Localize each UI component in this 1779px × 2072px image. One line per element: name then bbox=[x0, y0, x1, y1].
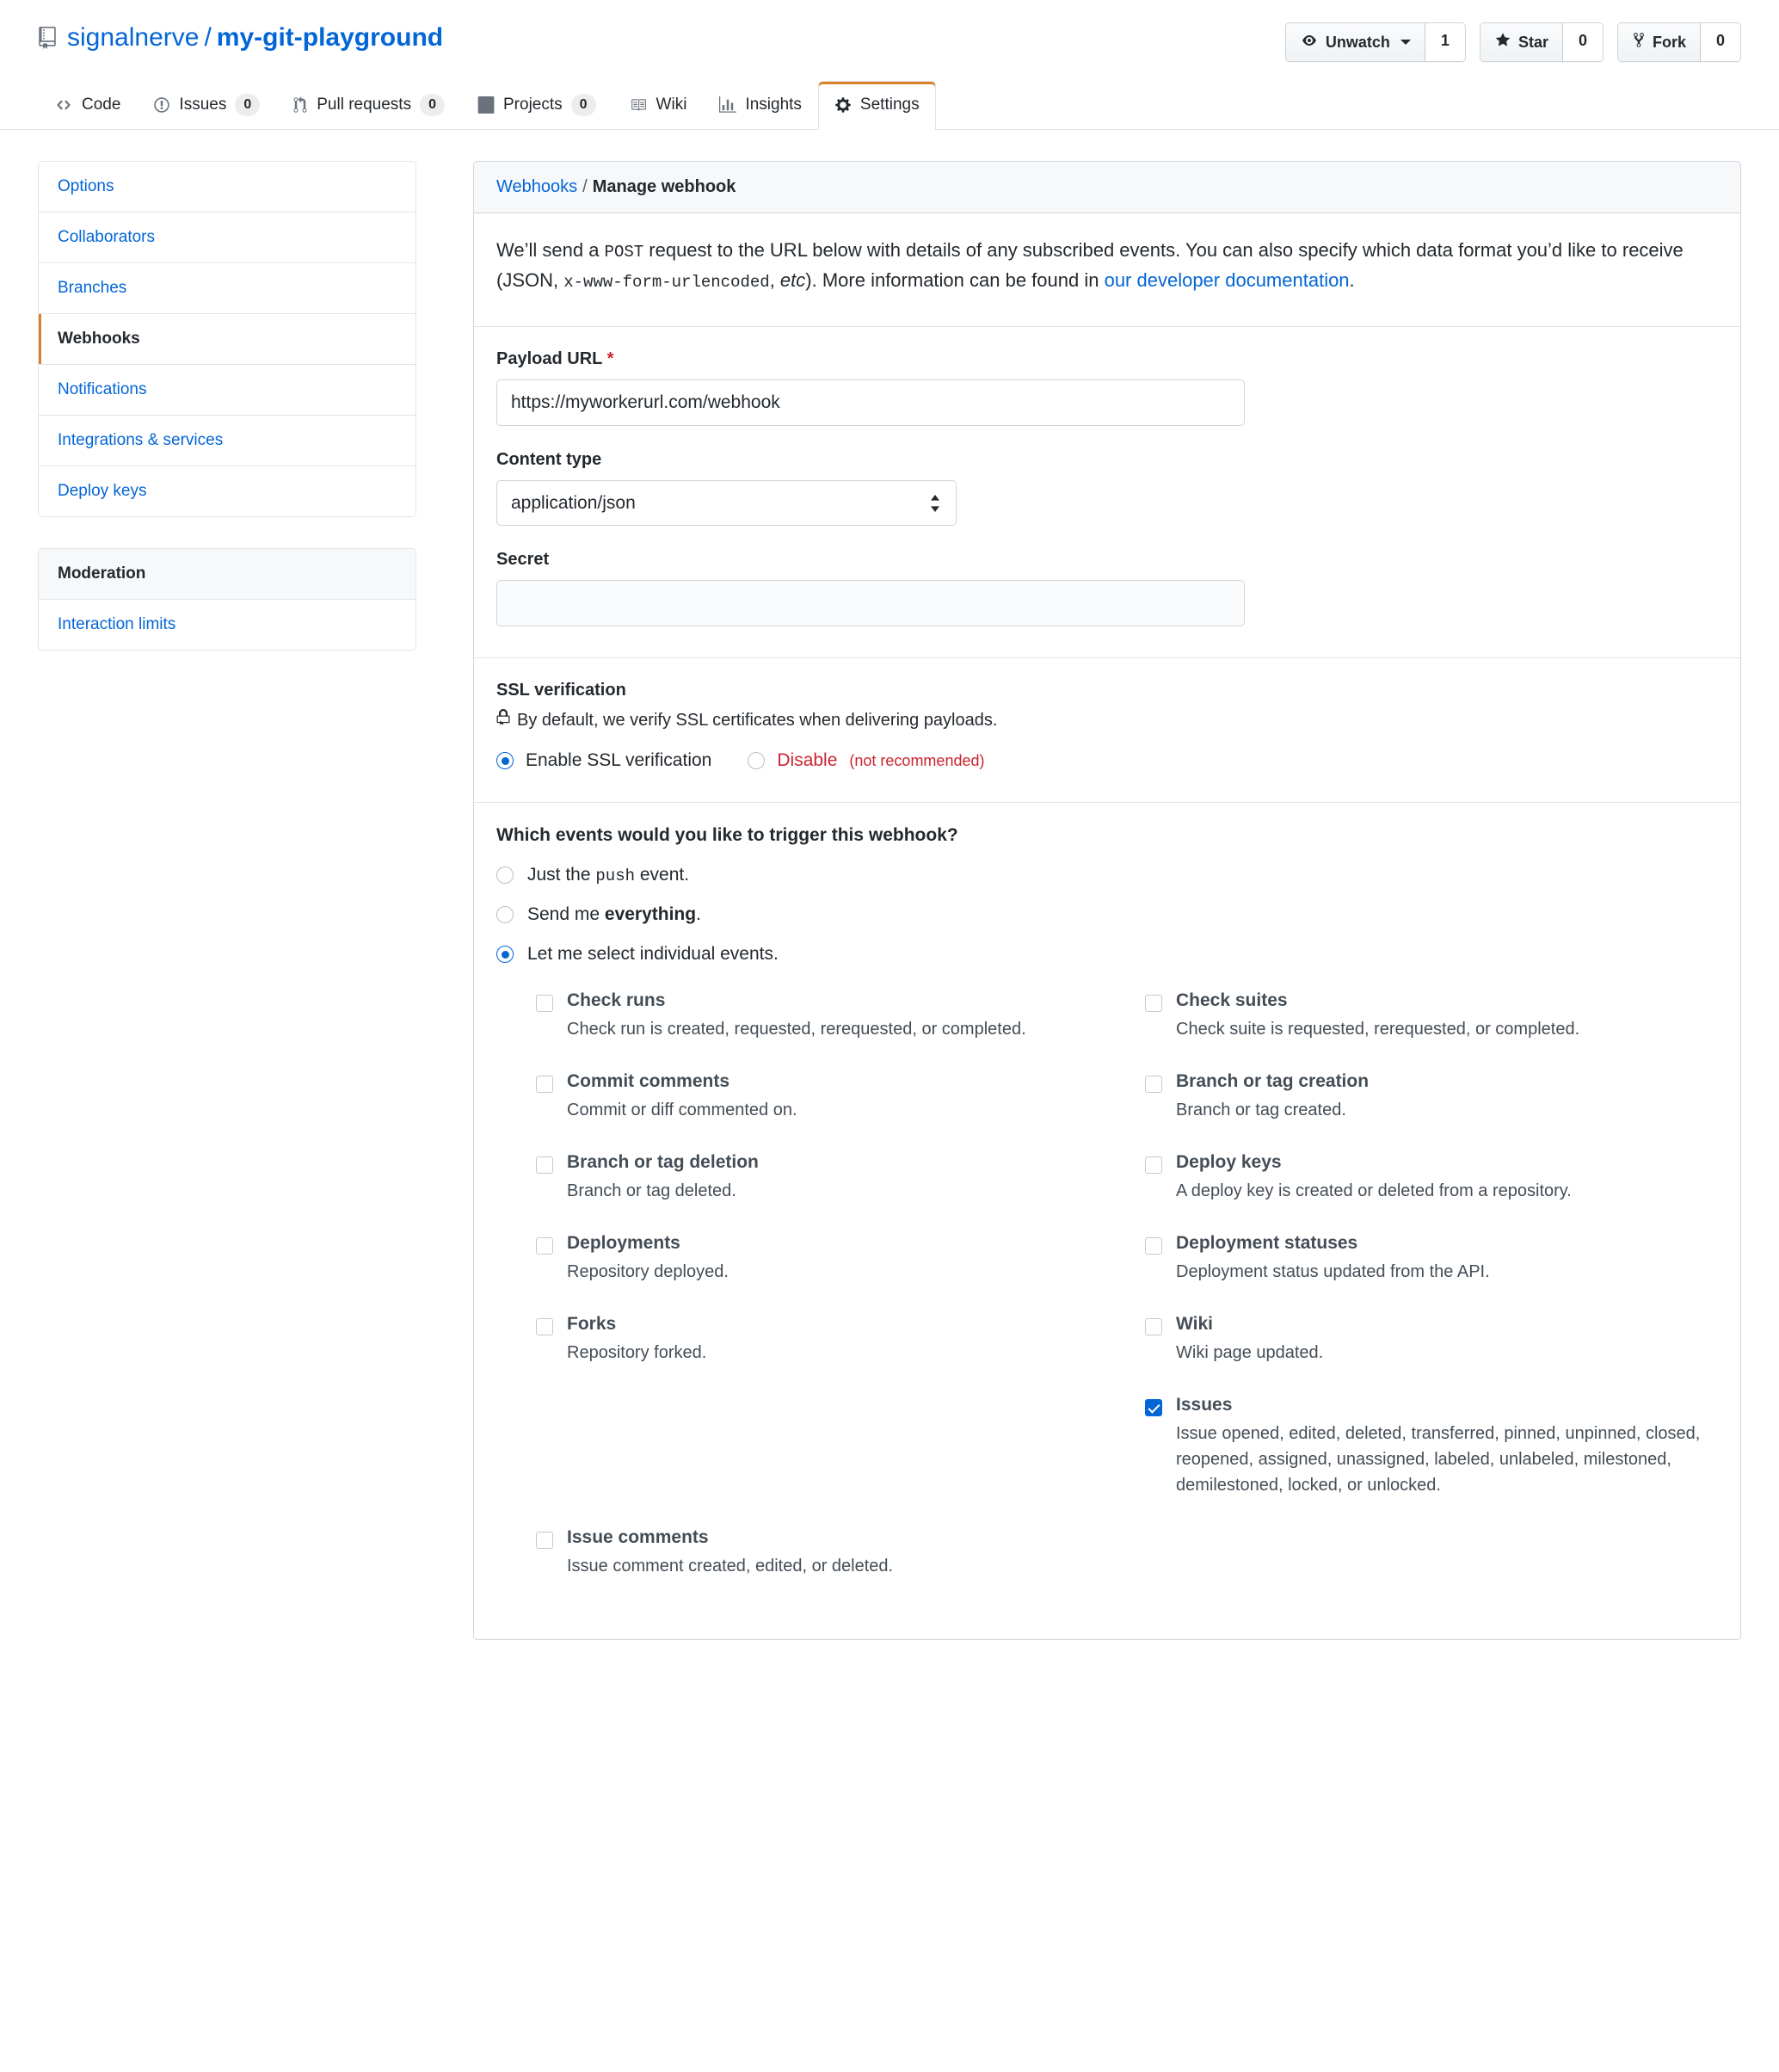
moderation-menu bbox=[38, 548, 416, 651]
intro-emphasis-etc: etc bbox=[779, 268, 806, 291]
sidebar-item-integrations-services[interactable]: Integrations & services bbox=[39, 416, 416, 466]
intro-part-3: , bbox=[769, 268, 780, 291]
issue-opened-icon bbox=[153, 96, 170, 114]
event-name-issue-comments: Issue comments bbox=[567, 1527, 709, 1548]
event-item-branch-or-tag-deletion[interactable] bbox=[536, 1152, 1109, 1204]
event-item-commit-comments[interactable] bbox=[536, 1071, 1109, 1123]
event-choice-everything-pre: Send me bbox=[527, 904, 605, 925]
unwatch-label: Unwatch bbox=[1325, 33, 1390, 51]
event-checkbox-issue-comments[interactable] bbox=[536, 1532, 553, 1549]
repository-title-row bbox=[38, 22, 1741, 62]
ssl-enable-label: Enable SSL verification bbox=[526, 750, 712, 771]
event-text-deployment-statuses bbox=[1176, 1233, 1490, 1285]
event-choice-push-label bbox=[527, 865, 689, 885]
settings-sidebar bbox=[38, 161, 416, 1640]
code-icon bbox=[54, 97, 73, 113]
tab-settings-label: Settings bbox=[859, 96, 920, 114]
breadcrumb-separator: / bbox=[582, 177, 588, 197]
content-type-select[interactable] bbox=[496, 480, 957, 526]
event-text-commit-comments bbox=[567, 1071, 797, 1123]
event-name-forks: Forks bbox=[567, 1314, 617, 1335]
repository-header bbox=[0, 0, 1779, 130]
webhook-intro-row bbox=[474, 213, 1740, 327]
sidebar-item-deploy-keys[interactable]: Deploy keys bbox=[39, 466, 416, 516]
sidebar-item-webhooks[interactable]: Webhooks bbox=[39, 314, 416, 365]
event-checkbox-check-runs[interactable] bbox=[536, 995, 553, 1012]
event-choice-individual-radio[interactable] bbox=[496, 946, 514, 963]
content-type-label: Content type bbox=[496, 450, 602, 470]
secret-label: Secret bbox=[496, 550, 550, 570]
event-text-wiki bbox=[1176, 1314, 1323, 1366]
event-name-issues: Issues bbox=[1176, 1395, 1233, 1415]
secret-input[interactable] bbox=[496, 580, 1245, 626]
lock-icon bbox=[496, 709, 510, 731]
event-checkbox-deploy-keys[interactable] bbox=[1145, 1156, 1162, 1174]
sidebar-item-branches[interactable]: Branches bbox=[39, 263, 416, 314]
webhook-intro-text bbox=[496, 236, 1718, 295]
fork-label: Fork bbox=[1652, 33, 1686, 51]
intro-code-post: POST bbox=[604, 243, 644, 262]
event-checkbox-branch-or-tag-deletion[interactable] bbox=[536, 1156, 553, 1174]
breadcrumb-webhooks-link[interactable]: Webhooks bbox=[496, 177, 578, 197]
developer-documentation-link[interactable]: our developer documentation bbox=[1104, 268, 1350, 291]
event-checkbox-branch-or-tag-creation[interactable] bbox=[1145, 1076, 1162, 1093]
event-text-deploy-keys bbox=[1176, 1152, 1572, 1204]
star-count: 0 bbox=[1563, 23, 1603, 61]
tab-insights-label: Insights bbox=[745, 96, 802, 114]
repo-icon bbox=[38, 27, 57, 49]
event-choice-push[interactable] bbox=[496, 865, 1718, 885]
event-desc-branch-or-tag-deletion: Branch or tag deleted. bbox=[567, 1181, 736, 1201]
event-checkbox-forks[interactable] bbox=[536, 1318, 553, 1335]
event-choice-push-pre: Just the bbox=[527, 865, 596, 885]
event-choice-everything-post: . bbox=[696, 904, 701, 925]
ssl-disable-radio[interactable] bbox=[748, 752, 765, 769]
payload-url-required-marker: * bbox=[606, 349, 614, 369]
events-row bbox=[474, 803, 1740, 1639]
event-item-deploy-keys[interactable] bbox=[1145, 1152, 1718, 1204]
content-type-select-wrapper bbox=[496, 480, 957, 526]
repo-owner-link[interactable]: signalnerve bbox=[67, 23, 200, 52]
secret-field-block bbox=[496, 550, 1718, 626]
settings-menu bbox=[38, 161, 416, 517]
event-choice-everything[interactable] bbox=[496, 904, 1718, 925]
payload-url-label-text: Payload URL bbox=[496, 349, 602, 369]
tab-pull-requests[interactable] bbox=[276, 81, 461, 130]
event-checkbox-check-suites[interactable] bbox=[1145, 995, 1162, 1012]
event-item-wiki[interactable] bbox=[1145, 1314, 1718, 1366]
ssl-enable-option[interactable] bbox=[496, 750, 711, 771]
intro-part-2: request to the URL below with details of any subscribed events. You can also specify which data format you’d like to receive (JSON, bbox=[496, 239, 1684, 291]
tab-pull-requests-label: Pull requests bbox=[317, 96, 412, 114]
event-name-commit-comments: Commit comments bbox=[567, 1071, 730, 1092]
event-name-wiki: Wiki bbox=[1176, 1314, 1213, 1335]
event-checkbox-commit-comments[interactable] bbox=[536, 1076, 553, 1093]
event-name-check-suites: Check suites bbox=[1176, 990, 1288, 1011]
event-desc-check-suites: Check suite is requested, rerequested, or completed. bbox=[1176, 1020, 1580, 1039]
ssl-verification-note-text: By default, we verify SSL certificates when delivering payloads. bbox=[517, 710, 998, 730]
event-text-check-runs bbox=[567, 990, 1026, 1042]
individual-events-grid bbox=[536, 990, 1718, 1608]
tab-issues[interactable] bbox=[137, 81, 276, 130]
ssl-disable-option[interactable] bbox=[748, 750, 984, 771]
sidebar-item-notifications[interactable]: Notifications bbox=[39, 365, 416, 416]
event-choice-push-code: push bbox=[595, 866, 635, 886]
event-item-check-runs[interactable] bbox=[536, 990, 1109, 1042]
tab-wiki[interactable] bbox=[612, 81, 704, 130]
event-desc-check-runs: Check run is created, requested, rerequested, or completed. bbox=[567, 1020, 1026, 1039]
project-icon bbox=[477, 96, 495, 114]
event-desc-deployment-statuses: Deployment status updated from the API. bbox=[1176, 1262, 1490, 1282]
event-text-branch-or-tag-creation bbox=[1176, 1071, 1369, 1123]
event-desc-forks: Repository forked. bbox=[567, 1343, 707, 1363]
manage-webhook-box bbox=[473, 161, 1741, 1640]
event-choice-push-post: event. bbox=[635, 865, 690, 885]
webhook-settings-content bbox=[473, 161, 1741, 1640]
ssl-verification-note bbox=[496, 709, 1718, 731]
intro-code-urlencoded: x-www-form-urlencoded bbox=[563, 272, 770, 292]
event-name-deploy-keys: Deploy keys bbox=[1176, 1152, 1282, 1173]
content-type-field-block bbox=[496, 450, 1718, 526]
event-item-deployment-statuses[interactable] bbox=[1145, 1233, 1718, 1285]
sidebar-item-options[interactable]: Options bbox=[39, 162, 416, 213]
webhook-fields-row bbox=[474, 327, 1740, 658]
repository-actions bbox=[1285, 22, 1741, 62]
moderation-heading: Moderation bbox=[39, 549, 416, 600]
event-name-deployment-statuses: Deployment statuses bbox=[1176, 1233, 1358, 1254]
event-desc-commit-comments: Commit or diff commented on. bbox=[567, 1101, 797, 1120]
unwatch-button[interactable] bbox=[1286, 23, 1425, 61]
event-desc-issue-comments: Issue comment created, edited, or deleted. bbox=[567, 1557, 894, 1576]
book-icon bbox=[629, 97, 648, 113]
chevron-down-icon bbox=[1400, 40, 1411, 45]
settings-page bbox=[0, 130, 1779, 1640]
fork-count: 0 bbox=[1701, 23, 1740, 61]
event-text-branch-or-tag-deletion bbox=[567, 1152, 759, 1204]
sidebar-item-interaction-limits[interactable]: Interaction limits bbox=[39, 600, 416, 650]
ssl-verification-options bbox=[496, 750, 1718, 771]
event-choice-everything-strong: everything bbox=[604, 904, 697, 925]
ssl-enable-radio[interactable] bbox=[496, 752, 514, 769]
payload-url-input[interactable] bbox=[496, 379, 1245, 426]
event-checkbox-issues[interactable] bbox=[1145, 1399, 1162, 1416]
gear-icon bbox=[834, 96, 852, 114]
events-question: Which events would you like to trigger this webhook? bbox=[496, 825, 958, 846]
intro-part-4: ). More information can be found in bbox=[805, 268, 1105, 291]
graph-icon bbox=[719, 96, 736, 114]
event-desc-issues: Issue opened, edited, deleted, transferred, pinned, unpinned, closed, reopened, assigned, unassigned, labeled, unlabeled, milestoned, demilestoned, locked, or unlocked. bbox=[1176, 1424, 1701, 1495]
tab-wiki-label: Wiki bbox=[656, 96, 687, 114]
watch-button-group[interactable] bbox=[1285, 22, 1466, 62]
event-name-deployments: Deployments bbox=[567, 1233, 680, 1254]
event-name-branch-or-tag-deletion: Branch or tag deletion bbox=[567, 1152, 759, 1173]
event-text-issues bbox=[1176, 1395, 1718, 1498]
event-text-issue-comments bbox=[567, 1527, 893, 1579]
event-choice-individual[interactable] bbox=[496, 944, 1718, 965]
event-text-forks bbox=[567, 1314, 706, 1366]
star-icon bbox=[1494, 32, 1511, 52]
watch-count: 1 bbox=[1425, 23, 1465, 61]
event-item-forks[interactable] bbox=[536, 1314, 1109, 1366]
page-title bbox=[38, 22, 443, 53]
payload-url-label bbox=[496, 349, 1718, 369]
tab-projects[interactable] bbox=[461, 81, 612, 130]
sidebar-item-collaborators[interactable]: Collaborators bbox=[39, 213, 416, 263]
event-item-issue-comments[interactable] bbox=[536, 1527, 1109, 1579]
tab-issues-count: 0 bbox=[235, 94, 260, 116]
event-text-check-suites bbox=[1176, 990, 1579, 1042]
fork-button-group[interactable] bbox=[1617, 22, 1741, 62]
events-grid-spacer bbox=[536, 1395, 1109, 1498]
breadcrumb bbox=[474, 162, 1740, 213]
tab-settings[interactable] bbox=[818, 81, 936, 130]
event-checkbox-wiki[interactable] bbox=[1145, 1318, 1162, 1335]
repository-nav bbox=[38, 81, 1741, 130]
event-choice-everything-radio[interactable] bbox=[496, 906, 514, 923]
ssl-verification-row bbox=[474, 658, 1740, 803]
star-button[interactable] bbox=[1480, 23, 1563, 61]
git-pull-request-icon bbox=[292, 96, 308, 114]
event-text-deployments bbox=[567, 1233, 729, 1285]
event-choice-push-radio[interactable] bbox=[496, 866, 514, 884]
event-item-branch-or-tag-creation[interactable] bbox=[1145, 1071, 1718, 1123]
ssl-disable-label: Disable bbox=[777, 750, 838, 771]
event-item-deployments[interactable] bbox=[536, 1233, 1109, 1285]
intro-part-5: . bbox=[1349, 268, 1355, 291]
star-label: Star bbox=[1517, 33, 1548, 51]
fork-icon bbox=[1632, 32, 1646, 52]
tab-projects-label: Projects bbox=[503, 96, 563, 114]
event-item-issues[interactable] bbox=[1145, 1395, 1718, 1498]
event-checkbox-deployments[interactable] bbox=[536, 1237, 553, 1255]
ssl-disable-note: (not recommended) bbox=[849, 751, 985, 769]
event-choice-individual-label: Let me select individual events. bbox=[527, 944, 779, 965]
repo-name-link[interactable]: my-git-playground bbox=[216, 23, 444, 52]
intro-part-1: We’ll send a bbox=[496, 239, 605, 262]
tab-projects-count: 0 bbox=[571, 94, 596, 116]
event-desc-branch-or-tag-creation: Branch or tag created. bbox=[1176, 1101, 1346, 1120]
payload-url-field-block bbox=[496, 349, 1718, 426]
repo-title-separator: / bbox=[204, 23, 212, 52]
tab-issues-label: Issues bbox=[179, 96, 227, 114]
event-desc-deployments: Repository deployed. bbox=[567, 1262, 729, 1282]
eye-icon bbox=[1300, 34, 1319, 52]
event-checkbox-deployment-statuses[interactable] bbox=[1145, 1237, 1162, 1255]
tab-code[interactable] bbox=[38, 81, 137, 130]
event-desc-wiki: Wiki page updated. bbox=[1176, 1343, 1324, 1363]
tab-pull-requests-count: 0 bbox=[420, 94, 445, 116]
star-button-group[interactable] bbox=[1480, 22, 1604, 62]
fork-button[interactable] bbox=[1618, 23, 1701, 61]
breadcrumb-current: Manage webhook bbox=[592, 177, 736, 197]
event-name-branch-or-tag-creation: Branch or tag creation bbox=[1176, 1071, 1370, 1092]
event-choice-everything-label bbox=[527, 904, 701, 925]
tab-insights[interactable] bbox=[703, 81, 817, 130]
tab-code-label: Code bbox=[82, 96, 121, 114]
ssl-verification-title: SSL verification bbox=[496, 681, 626, 700]
event-desc-deploy-keys: A deploy key is created or deleted from a repository. bbox=[1176, 1181, 1572, 1201]
event-name-check-runs: Check runs bbox=[567, 990, 666, 1011]
event-item-check-suites[interactable] bbox=[1145, 990, 1718, 1042]
